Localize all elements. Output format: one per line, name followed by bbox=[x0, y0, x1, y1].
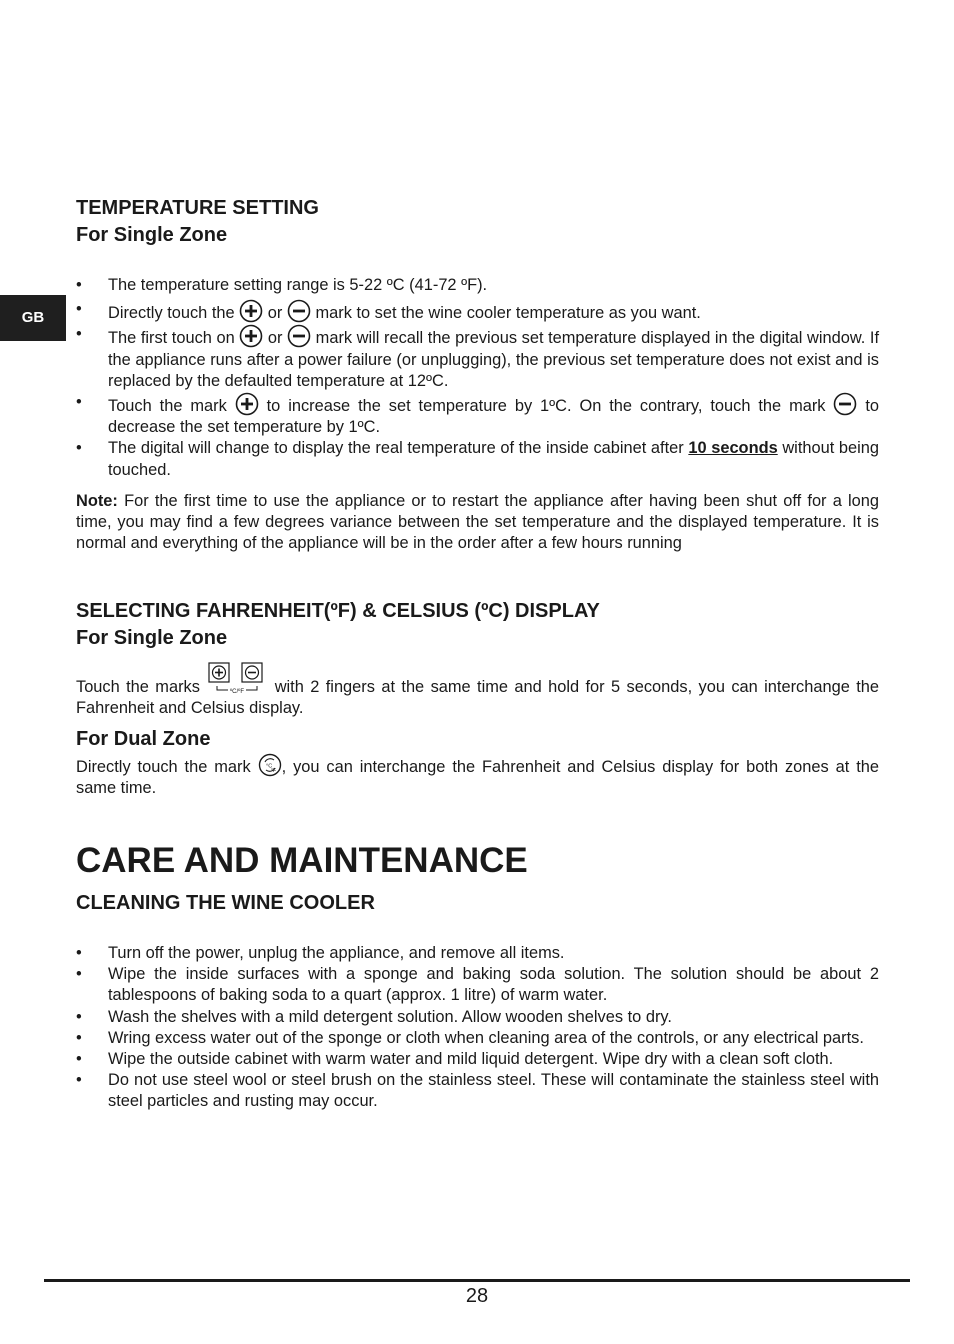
minus-icon bbox=[833, 392, 857, 416]
fc-single-paragraph: Touch the marks ºC/ºF with 2 fingers at the same time and hold for 5 seconds, you can interchange the Fahrenheit and Celsius display. bbox=[76, 662, 879, 719]
cleaning-heading: CLEANING THE WINE COOLER bbox=[76, 892, 375, 914]
note-paragraph: Note: For the first time to use the appliance or to restart the appliance after having been shut off for a long time, you may find a few degrees variance between the set temperature and the displayed temperature. It is normal and everything of the appliance will be in the order after a few hours running bbox=[76, 492, 879, 553]
list-item: • Wipe the outside cabinet with warm water and mild liquid detergent. Wipe dry with a clean soft cloth. bbox=[76, 1050, 834, 1069]
plus-icon bbox=[239, 299, 263, 323]
list-item: • Touch the mark to increase the set temperature by 1ºC. On the contrary, touch the mark to decrease the set temperature by 1ºC. bbox=[76, 393, 880, 437]
temperature-section bbox=[76, 195, 879, 249]
plus-minus-celsius-fahrenheit-icon bbox=[206, 662, 268, 698]
care-title: CARE AND MAINTENANCE bbox=[76, 841, 528, 880]
temperature-heading: TEMPERATURE SETTING bbox=[76, 197, 319, 219]
list-item: • Wipe the inside surfaces with a sponge and baking soda solution. The solution should be about 2 tablespoons of baking soda to a quart (approx. 1 litre) of warm water. bbox=[76, 965, 879, 1005]
fc-dual-subheading: For Dual Zone bbox=[76, 728, 211, 750]
cleaning-list bbox=[76, 943, 879, 1113]
celsius-fahrenheit-toggle-icon bbox=[258, 753, 282, 777]
note-label: Note: bbox=[76, 492, 118, 510]
list-item: • The first touch on or mark will recall the previous set temperature displayed in the digital window. If the appliance runs after a power failure (or unplugging), the previous set temperature does not exist and is replaced by the defaulted temperature at 12ºC. bbox=[76, 325, 880, 390]
list-item: • Turn off the power, unplug the appliance, and remove all items. bbox=[76, 944, 565, 962]
svg-text:°F: °F bbox=[270, 768, 276, 774]
fc-heading: SELECTING FAHRENHEIT(ºF) & CELSIUS (ºC) DISPLAY bbox=[76, 600, 600, 622]
temperature-subheading: For Single Zone bbox=[76, 224, 228, 246]
cf-icon-label: ºC/ºF bbox=[230, 689, 245, 695]
plus-icon bbox=[239, 324, 263, 348]
fahrenheit-celsius-section bbox=[76, 598, 879, 652]
ten-seconds-emphasis: 10 seconds bbox=[688, 439, 778, 458]
plus-icon bbox=[235, 392, 259, 416]
svg-text:°C: °C bbox=[265, 763, 272, 770]
temperature-list bbox=[76, 275, 879, 481]
minus-icon bbox=[287, 299, 311, 323]
cleaning-heading-wrap bbox=[76, 890, 879, 917]
fc-dual-section: For Dual Zone Directly touch the mark °C °F , you can interchange the Fahrenheit and Celsius display for both zones at the same time. bbox=[76, 728, 879, 798]
list-item: • Wash the shelves with a mild detergent solution. Allow wooden shelves to dry. bbox=[76, 1007, 672, 1026]
care-section bbox=[76, 841, 879, 881]
list-item: • Wring excess water out of the sponge or cloth when cleaning area of the controls, or any electrical parts. bbox=[76, 1028, 864, 1047]
list-item: • Do not use steel wool or steel brush on the stainless steel. These will contaminate the stainless steel with steel particles and rusting may occur. bbox=[76, 1071, 879, 1111]
list-item: • The temperature setting range is 5-22 ºC (41-72 ºF). bbox=[76, 276, 488, 294]
language-tab: GB bbox=[0, 295, 66, 341]
minus-icon bbox=[287, 324, 311, 348]
footer-rule bbox=[44, 1279, 910, 1282]
page-number: 28 bbox=[465, 1285, 489, 1307]
list-item: • The digital will change to display the real temperature of the inside cabinet after 10 seconds without being touched. bbox=[76, 439, 879, 479]
fc-single-subheading: For Single Zone bbox=[76, 627, 228, 649]
list-item: • Directly touch the or mark to set the wine cooler temperature as you want. bbox=[76, 300, 701, 323]
